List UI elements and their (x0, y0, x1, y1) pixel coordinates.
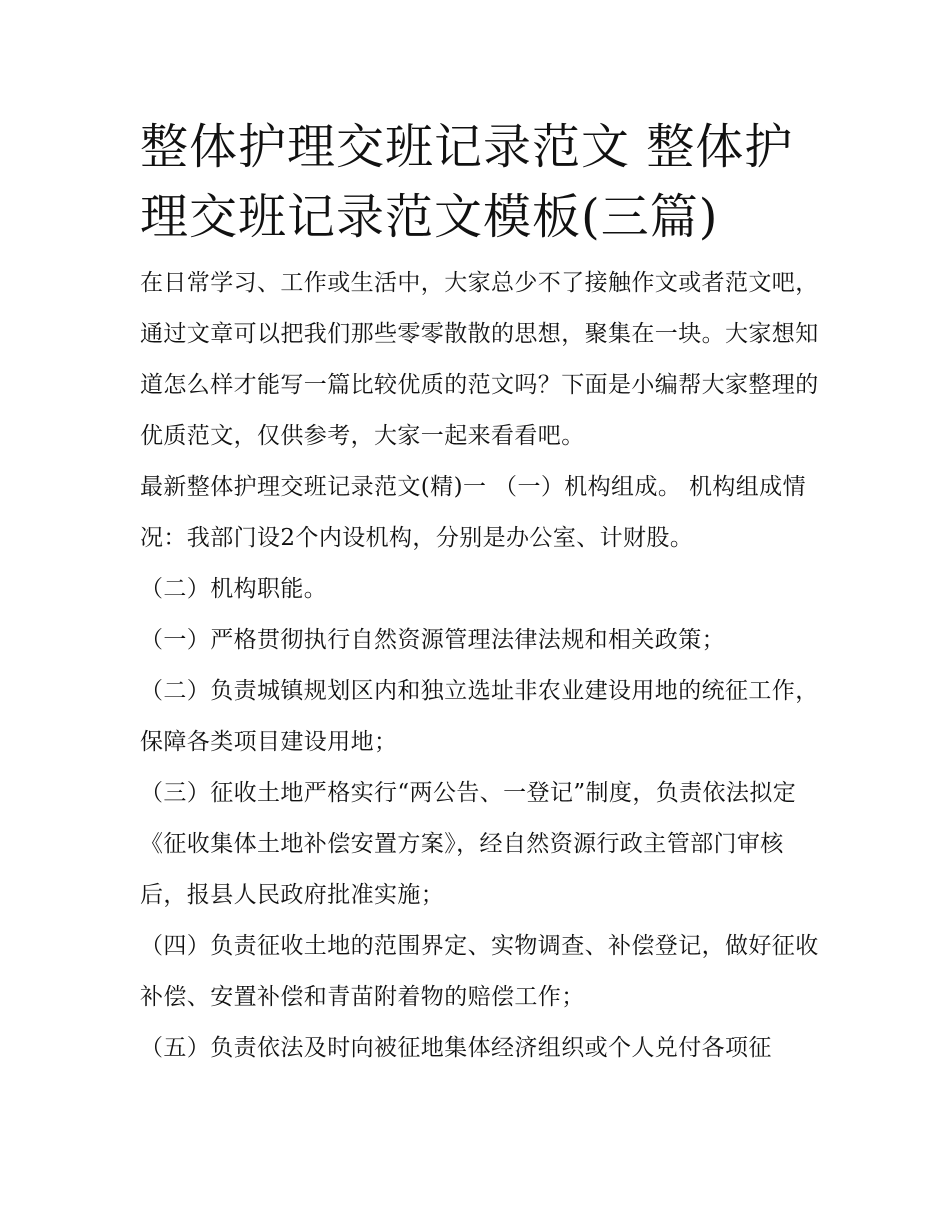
paragraph-item-2: （二）负责城镇规划区内和独立选址非农业建设用地的统征工作，保障各类项目建设用地； (140, 678, 819, 755)
document-body (140, 112, 820, 1074)
paragraph-item-4: （四）负责征收土地的范围界定、实物调查、补偿登记，做好征收补偿、安置补偿和青苗附着物的赔偿工作； (140, 933, 819, 1010)
paragraph-organization: 最新整体护理交班记录范文(精)一 （一）机构组成。 机构组成情况：我部门设2个内设机构，分别是办公室、计财股。 (140, 474, 806, 551)
paragraph-item-1: （一）严格贯彻执行自然资源管理法律法规和相关政策； (140, 627, 725, 653)
paragraph-intro: 在日常学习、工作或生活中，大家总少不了接触作文或者范文吧，通过文章可以把我们那些零零散散的思想，聚集在一块。大家想知道怎么样才能写一篇比较优质的范文吗？下面是小编帮大家整理的优质范文，仅供参考，大家一起来看看吧。 (140, 270, 819, 449)
document-title: 整体护理交班记录范文 整体护理交班记录范文模板(三篇) (140, 119, 794, 245)
paragraph-item-3: （三）征收土地严格实行“两公告、一登记”制度，负责依法拟定《征收集体土地补偿安置方案》，经自然资源行政主管部门审核后，报县人民政府批准实施； (140, 780, 797, 908)
paragraph-item-5: （五）负责依法及时向被征地集体经济组织或个人兑付各项征 (140, 1035, 772, 1061)
paragraph-functions-heading: （二）机构职能。 (140, 576, 328, 602)
